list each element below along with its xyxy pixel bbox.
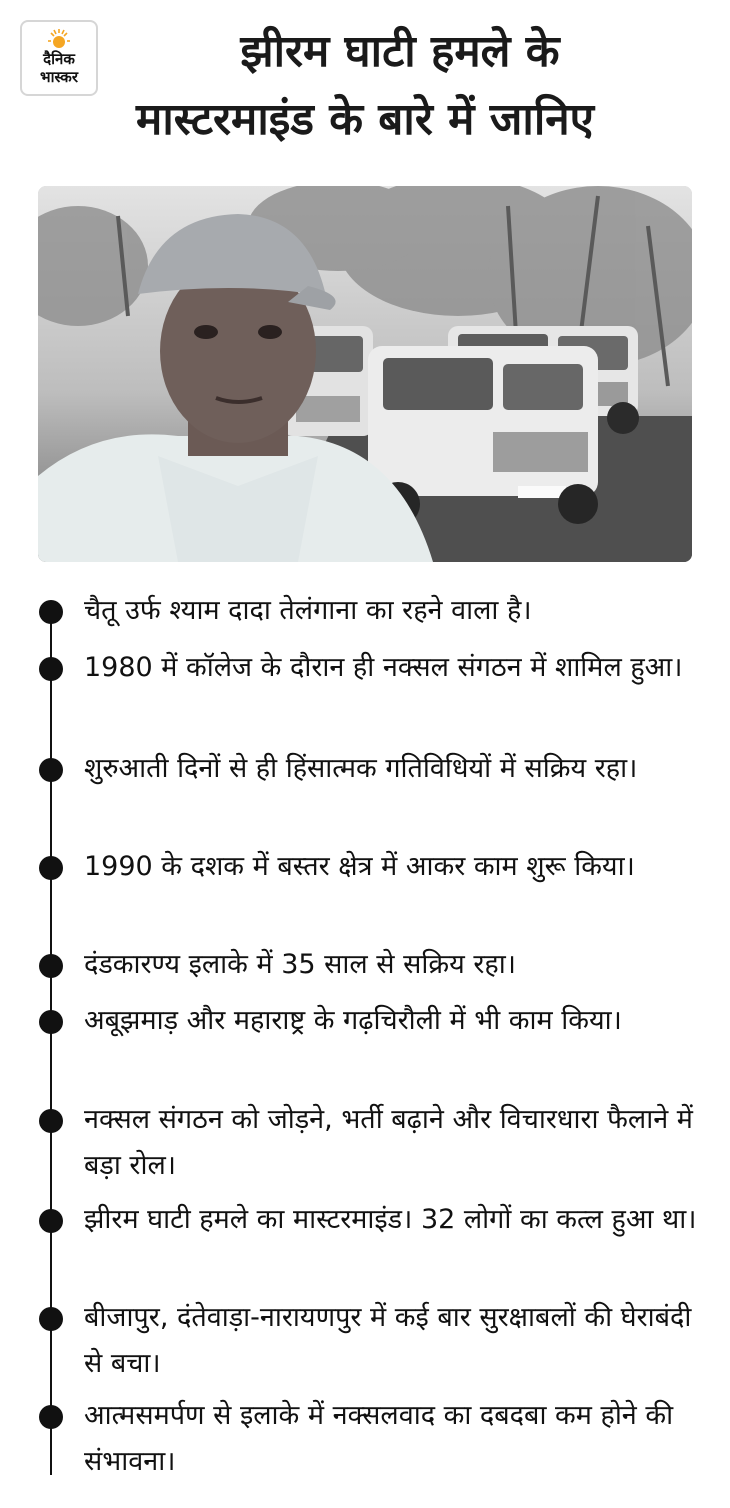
list-item: बीजापुर, दंतेवाड़ा-नारायणपुर में कई बार सुरक्षाबलों की घेराबंदी से बचा। — [84, 1302, 692, 1379]
title-line-2: मास्टरमाइंड के बारे में जानिए — [136, 94, 594, 145]
logo-line-2: भास्कर — [40, 68, 78, 86]
timeline-line — [50, 615, 52, 1475]
bullet-dot — [39, 1307, 63, 1331]
list-item: दंडकारण्य इलाके में 35 साल से सक्रिय रहा। — [84, 949, 516, 980]
list-item: 1990 के दशक में बस्तर क्षेत्र में आकर काम शुरू किया। — [84, 851, 635, 882]
list-item: आत्मसमर्पण से इलाके में नक्सलवाद का दबदबा कम होने की संभावना। — [84, 1400, 674, 1477]
list-item: नक्सल संगठन को जोड़ने, भर्ती बढ़ाने और विचारधारा फैलाने में बड़ा रोल। — [84, 1104, 693, 1181]
bullet-dot — [39, 657, 63, 681]
bullet-dot — [39, 1109, 63, 1133]
portrait-and-vehicles-photo — [38, 186, 692, 562]
bullet-dot — [39, 1209, 63, 1233]
logo-line-1: दैनिक — [43, 50, 75, 68]
list-item: शुरुआती दिनों से ही हिंसात्मक गतिविधियों में सक्रिय रहा। — [84, 753, 638, 784]
list-item: अबूझमाड़ और महाराष्ट्र के गढ़चिरौली में भी काम किया। — [84, 1005, 622, 1036]
list-item: चैतू उर्फ श्याम दादा तेलंगाना का रहने वाला है। — [84, 595, 532, 626]
bullet-dot — [39, 1010, 63, 1034]
page-title — [0, 18, 730, 154]
bullet-dot — [39, 1405, 63, 1429]
bullet-dot — [39, 856, 63, 880]
list-item: झीरम घाटी हमले का मास्टरमाइंड। 32 लोगों का कत्ल हुआ था। — [84, 1204, 697, 1235]
list-item: 1980 में कॉलेज के दौरान ही नक्सल संगठन में शामिल हुआ। — [84, 652, 683, 683]
bullet-dot — [39, 954, 63, 978]
title-line-1: झीरम घाटी हमले के — [240, 26, 560, 77]
bullet-dot — [39, 758, 63, 782]
header-photo — [38, 186, 692, 562]
bullet-dot — [39, 600, 63, 624]
